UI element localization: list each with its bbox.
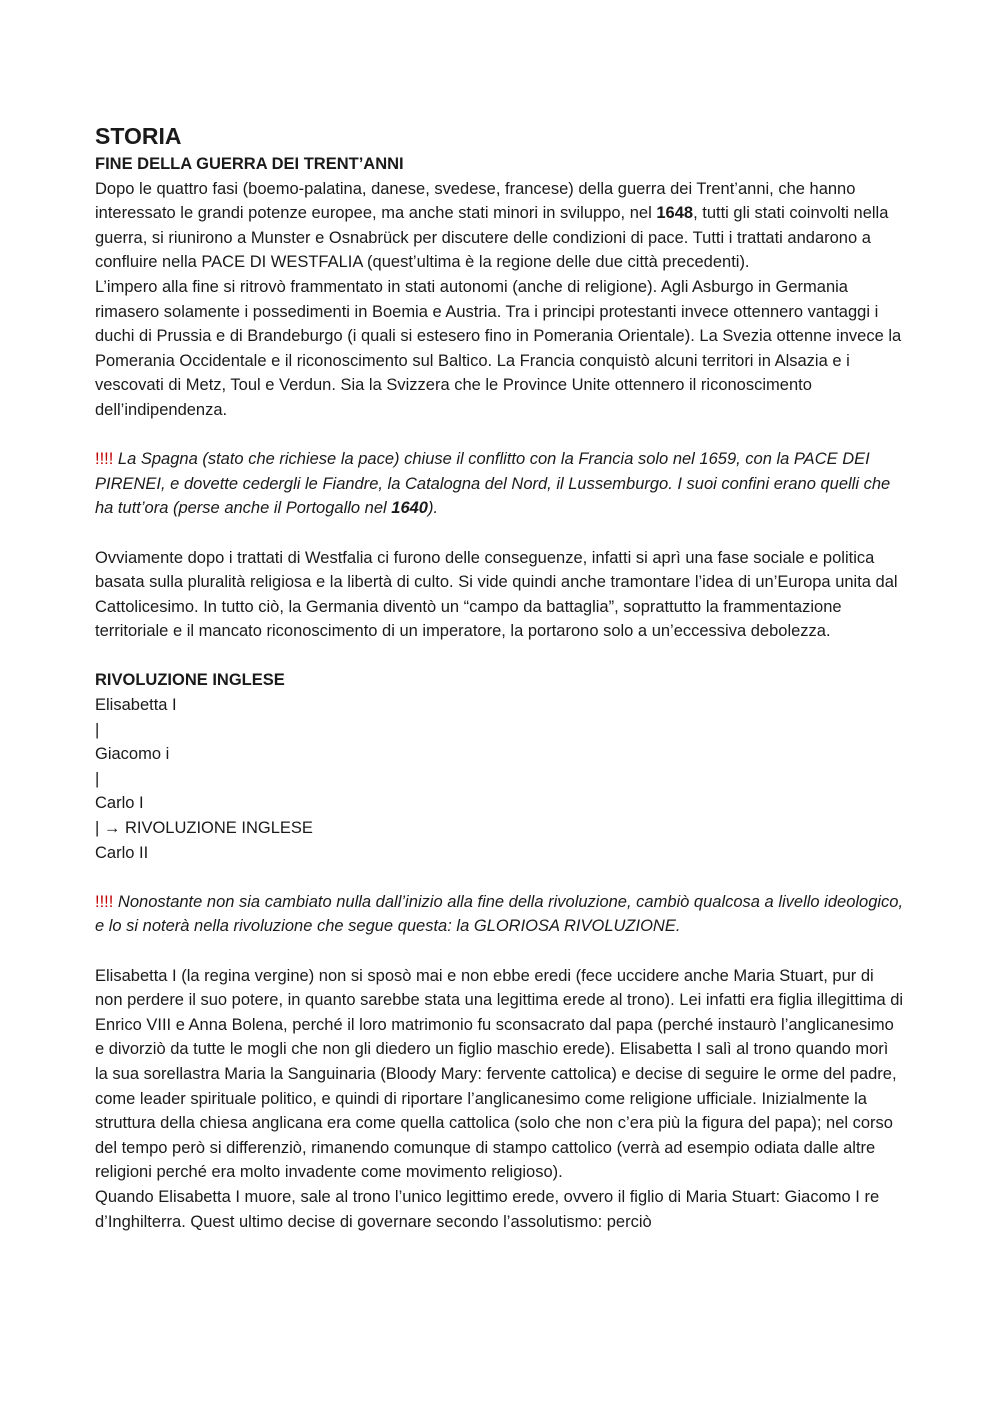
paragraph-consequences: Ovviamente dopo i trattati di Westfalia ci furono delle conseguenze, infatti si aprì una fase sociale e politica basata sulla pluralità religiosa e la libertà di culto. Si vide quindi anche tramontare l’idea di un’Europa unita dal Cattolicesimo. In tutto ciò, la Germania diventò un “campo da battaglia”, soprattutto la frammentazione territoriale e il mancato riconoscimento di un imperatore, la portarono solo a un’eccessiva debolezza. [95, 548, 898, 641]
year-bold: 1648 [656, 204, 694, 223]
paragraph-text: Dopo le quattro fasi (boemo-palatina, danese, svedese, francese) della guerra dei Trent’anni, che hanno interessato le grandi potenze europee, ma anche stati minori in sviluppo, nel [95, 179, 856, 223]
note-marker: !!!! [95, 450, 114, 469]
lineage-line: Giacomo i [95, 745, 170, 764]
blank-line [95, 939, 905, 964]
blank-line [95, 644, 905, 669]
note-spain [95, 447, 905, 521]
paragraph-elizabeth: Elisabetta I (la regina vergine) non si sposò mai e non ebbe eredi (fece uccidere anche Maria Stuart, pur di non perdere il suo potere, in quanto sarebbe stata una legittima erede al trono). Lei infatti era figlia illegittima di Enrico VIII e Anna Bolena, perché il loro matrimonio fu sconsacrato dal papa (perché instaurò l’anglicanesimo e divorziò da tutte le mogli che non gli diedero un figlio maschio erede). Elisabetta I salì al trono quando morì la sua sorellastra Maria la Sanguinaria (Bloody Mary: fervente cattolica) e decise di seguire le orme del padre, come leader spirituale politico, e quindi di riportare l’anglicanesimo come religione ufficiale. Inizialmente la struttura della chiesa anglicana era come quella cattolica (solo che non c’era più la figura del papa); nel corso del tempo però si differenziò, rimanendo comunque di stampo cattolico (verrà ad esempio odiata dalle altre religioni perché era molto invadente come movimento religioso). [95, 966, 904, 1182]
lineage-line: | [95, 769, 100, 788]
year-bold: 1640 [391, 499, 428, 518]
paragraph-phases [95, 177, 905, 275]
section-heading-westfalia: FINE DELLA GUERRA DEI TRENT’ANNI [95, 155, 404, 173]
note-marker: !!!! [95, 892, 114, 911]
blank-line [95, 423, 905, 448]
paragraph-empire: L’impero alla fine si ritrovò frammentato in stati autonomi (anche di religione). Agli Asburgo in Germania rimasero solamente i possedimenti in Boemia e Austria. Tra i principi protestanti invece ottennero vantaggi i duchi di Prussia e di Brandeburgo (i quali si estesero fino in Pomerania Orientale). La Svezia ottenne invece la Pomerania Occidentale e il riconoscimento sul Baltico. La Francia conquistò alcuni territori in Alsazia e i vescovati di Metz, Toul e Verdun. Sia la Svizzera che le Province Unite ottennero il riconoscimento dell’indipendenza. [95, 277, 902, 419]
blank-line [95, 521, 905, 546]
lineage-line: Carlo II [95, 843, 149, 862]
document-page [95, 120, 905, 1234]
section-heading-english-revolution: RIVOLUZIONE INGLESE [95, 671, 285, 690]
paragraph-james: Quando Elisabetta I muore, sale al trono l’unico legittimo erede, ovvero il figlio di Maria Stuart: Giacomo I re d’Inghilterra. Quest ultimo decise di governare secondo l’assolutismo: perciò [95, 1187, 880, 1231]
document-title: STORIA [95, 123, 182, 149]
lineage-line: | [95, 720, 100, 739]
note-text: La Spagna (stato che richiese la pace) chiuse il conflitto con la Francia solo nel 1659, con la PACE DEI PIRENEI, e dovette cedergli le Fiandre, la Catalogna del Nord, il Lussemburgo. I suoi confini erano quelli che ha tutt’ora (perse anche il Portogallo nel [95, 450, 891, 518]
lineage-line: | → RIVOLUZIONE INGLESE [95, 819, 313, 838]
note-text: ). [427, 499, 439, 518]
lineage-line: Elisabetta I [95, 696, 177, 715]
note-glorious-revolution [95, 890, 905, 939]
blank-line [95, 865, 905, 890]
note-text: Nonostante non sia cambiato nulla dall’inizio alla fine della rivoluzione, cambiò qualcosa a livello ideologico, e lo si noterà nella rivoluzione che segue questa: la GLORIOSA RIVOLUZIONE. [95, 892, 904, 936]
lineage-line: Carlo I [95, 794, 144, 813]
paragraph-text: , tutti gli stati coinvolti nella guerra, si riunirono a Munster e Osnabrück per discutere delle condizioni di pace. Tutti i trattati andarono a confluire nella PACE DI WESTFALIA (quest’ultima è la regione delle due città precedenti). [95, 204, 889, 272]
